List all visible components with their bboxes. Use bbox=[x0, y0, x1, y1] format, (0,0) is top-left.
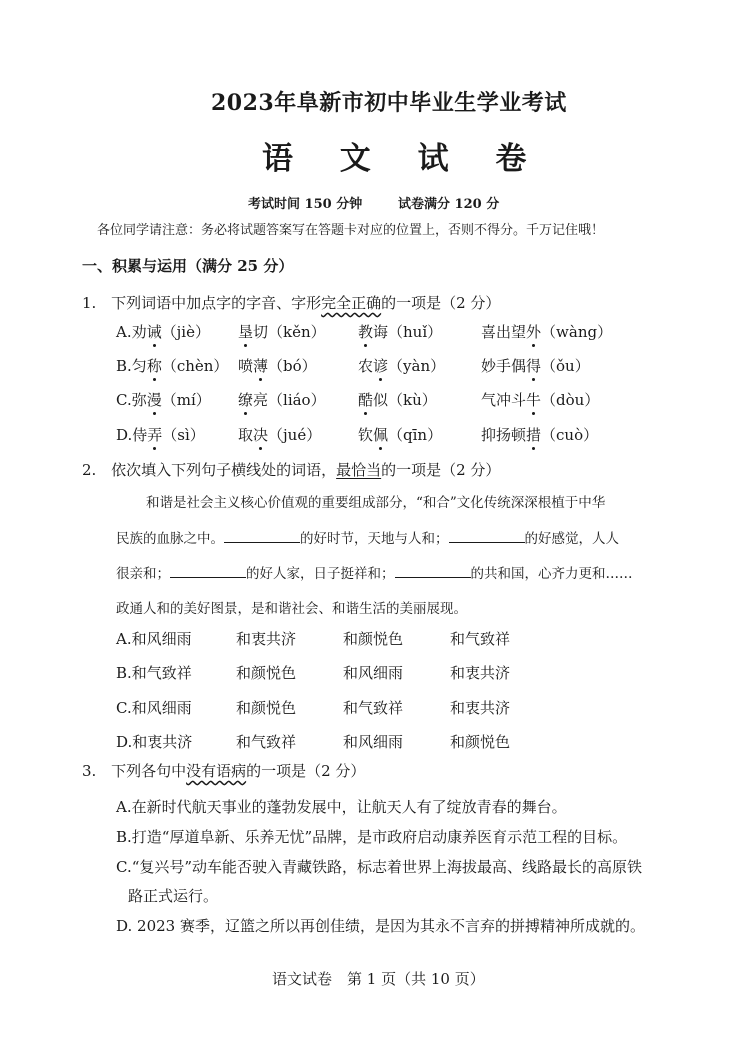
page-footer: 语文试卷 第 1 页（共 10 页） bbox=[272, 970, 485, 988]
q1-option-b-word-1 bbox=[116, 355, 228, 376]
word-post: （jué） bbox=[268, 426, 322, 444]
full-score: 试卷满分 120 分 bbox=[398, 197, 500, 212]
fill-blank-1 bbox=[224, 530, 300, 543]
notice-text: 各位同学请注意：务必将试题答案写在答题卡对应的位置上，否则不得分。千万记住哦！ bbox=[97, 223, 605, 238]
q2-option-d-word-3: 和风细雨 bbox=[343, 733, 404, 751]
q2-option-c-word-1: C.和风细雨 bbox=[116, 699, 192, 717]
dotted-char: 薄 bbox=[253, 357, 269, 375]
q2-option-a-word-2: 和衷共济 bbox=[236, 630, 297, 648]
option-d: D. 2023 赛季，辽篮之所以再创佳绩，是因为其永不言弃的拼搏精神所成就的。 bbox=[116, 917, 645, 935]
question-number: 3. bbox=[82, 762, 97, 780]
dotted-char: 垦 bbox=[238, 323, 254, 341]
word-pre: 喜出望 bbox=[481, 323, 527, 341]
option-b: B.打造“厚道阜新、乐养无忧”品牌，是市政府启动康养医育示范工程的目标。 bbox=[116, 828, 628, 846]
stem-text-end: 的一项是（2 分） bbox=[381, 461, 501, 479]
passage-line-2 bbox=[116, 527, 619, 547]
dotted-char: 措 bbox=[526, 426, 542, 444]
word-pre: 劝 bbox=[131, 323, 147, 341]
dotted-char: 诫 bbox=[146, 323, 162, 341]
dotted-char: 称 bbox=[146, 357, 162, 375]
word-post: 似（kù） bbox=[373, 391, 437, 409]
q1-option-a-word-2 bbox=[238, 321, 326, 342]
exam-title: 2023年阜新市初中毕业生学业考试 bbox=[211, 90, 567, 116]
dotted-char: 酷 bbox=[358, 391, 374, 409]
passage-text: 的共和国，心齐力更和…… bbox=[470, 566, 633, 582]
word-post: （yàn） bbox=[388, 357, 446, 375]
q1-option-a-word-4 bbox=[481, 321, 612, 342]
q1-option-b-word-2 bbox=[238, 355, 317, 376]
q2-option-c-word-4: 和衷共济 bbox=[450, 699, 511, 717]
q1-option-c-word-3 bbox=[358, 389, 437, 410]
stem-emphasis: 没有语病 bbox=[186, 762, 247, 780]
dotted-char: 得 bbox=[526, 357, 542, 375]
word-pre: 妙手偶 bbox=[481, 357, 527, 375]
stem-text: 依次填入下列句子横线处的词语， bbox=[111, 461, 337, 479]
paper-subtitle: 语 文 试 卷 bbox=[262, 141, 545, 177]
q2-option-d-word-1: D.和衷共济 bbox=[116, 733, 193, 751]
passage-text: 的好人家，日子挺祥和； bbox=[246, 566, 395, 582]
question-3-stem bbox=[82, 760, 365, 781]
q2-option-a-word-3: 和颜悦色 bbox=[343, 630, 404, 648]
q2-option-b-word-2: 和颜悦色 bbox=[236, 664, 297, 682]
word-post: 诲（huǐ） bbox=[373, 323, 443, 341]
dotted-char: 牛 bbox=[526, 391, 542, 409]
q2-option-a-word-4: 和气致祥 bbox=[450, 630, 511, 648]
q2-option-c-word-3: 和气致祥 bbox=[343, 699, 404, 717]
q1-option-d-word-3 bbox=[358, 424, 442, 445]
option-a: A.在新时代航天事业的蓬勃发展中，让航天人有了绽放青春的舞台。 bbox=[116, 798, 567, 816]
passage-text: 民族的血脉之中。 bbox=[116, 531, 224, 547]
fill-blank-3 bbox=[170, 565, 246, 578]
dotted-char: 教 bbox=[358, 323, 374, 341]
word-post: （dòu） bbox=[541, 391, 600, 409]
dotted-char: 决 bbox=[253, 426, 269, 444]
q1-option-d-word-1 bbox=[116, 424, 205, 445]
stem-text-end: 的一项是（2 分） bbox=[246, 762, 366, 780]
fill-blank-4 bbox=[395, 565, 471, 578]
question-1-stem bbox=[82, 292, 500, 313]
word-pre: 喷 bbox=[238, 357, 254, 375]
word-post: （ǒu） bbox=[541, 357, 590, 375]
passage-line-4: 政通人和的美好图景，是和谐社会、和谐生活的美丽展现。 bbox=[116, 601, 467, 617]
stem-text-end: 的一项是（2 分） bbox=[381, 294, 501, 312]
dotted-char: 谚 bbox=[373, 357, 389, 375]
word-post: （sì） bbox=[162, 426, 205, 444]
q1-option-a-word-3 bbox=[358, 321, 442, 342]
q2-option-b-word-4: 和衷共济 bbox=[450, 664, 511, 682]
fill-blank-2 bbox=[449, 530, 525, 543]
option-label: D. bbox=[116, 426, 133, 444]
word-post: （wàng） bbox=[541, 323, 613, 341]
dotted-char: 弄 bbox=[147, 426, 163, 444]
q2-option-d-word-4: 和颜悦色 bbox=[450, 733, 511, 751]
word-post: （chèn） bbox=[161, 357, 229, 375]
q2-option-d-word-2: 和气致祥 bbox=[236, 733, 297, 751]
word-pre: 侍 bbox=[132, 426, 148, 444]
q1-option-c-word-4 bbox=[481, 389, 599, 410]
passage-text: 很亲和； bbox=[116, 566, 170, 582]
word-pre: 匀 bbox=[131, 357, 147, 375]
q2-option-b-word-3: 和风细雨 bbox=[343, 664, 404, 682]
option-c: C.“复兴号”动车能否驶入青藏铁路，标志着世界上海拔最高、线路最长的高原铁 bbox=[116, 858, 643, 876]
word-pre: 取 bbox=[238, 426, 254, 444]
option-label: B. bbox=[116, 357, 132, 375]
stem-emphasis: 完全正确 bbox=[321, 294, 382, 312]
word-post: 切（kěn） bbox=[253, 323, 326, 341]
passage-line-3 bbox=[116, 562, 633, 582]
dotted-char: 佩 bbox=[373, 426, 389, 444]
word-post: （cuò） bbox=[541, 426, 599, 444]
exam-time: 考试时间 150 分钟 bbox=[248, 197, 363, 212]
dotted-char: 漫 bbox=[146, 391, 162, 409]
q1-option-b-word-4 bbox=[481, 355, 590, 376]
passage-text: 的好感觉，人人 bbox=[524, 531, 619, 547]
q1-option-d-word-4 bbox=[481, 424, 598, 445]
q1-option-c-word-2 bbox=[238, 389, 326, 410]
q1-option-c-word-1 bbox=[116, 389, 211, 410]
question-number: 2. bbox=[82, 461, 97, 479]
q2-option-c-word-2: 和颜悦色 bbox=[236, 699, 297, 717]
q1-option-a-word-1 bbox=[116, 321, 210, 342]
passage-text: 的好时节，天地与人和； bbox=[300, 531, 449, 547]
dotted-char: 外 bbox=[526, 323, 542, 341]
option-c-continued: 路正式运行。 bbox=[128, 887, 219, 905]
word-pre: 抑扬顿 bbox=[481, 426, 527, 444]
word-pre: 气冲斗 bbox=[481, 391, 527, 409]
question-2-stem bbox=[82, 459, 500, 480]
question-number: 1. bbox=[82, 294, 97, 312]
stem-emphasis: 最恰当 bbox=[336, 461, 382, 479]
word-pre: 农 bbox=[358, 357, 374, 375]
stem-text: 下列各句中 bbox=[111, 762, 187, 780]
word-post: 亮（liáo） bbox=[253, 391, 326, 409]
option-label: A. bbox=[116, 323, 132, 341]
q1-option-d-word-2 bbox=[238, 424, 321, 445]
word-pre: 钦 bbox=[358, 426, 374, 444]
q2-option-a-word-1: A.和风细雨 bbox=[116, 630, 192, 648]
stem-text: 下列词语中加点字的字音、字形 bbox=[111, 294, 322, 312]
option-label: C. bbox=[116, 391, 132, 409]
word-pre: 弥 bbox=[131, 391, 147, 409]
dotted-char: 缭 bbox=[238, 391, 254, 409]
word-post: （mí） bbox=[161, 391, 211, 409]
section-heading: 一、积累与运用（满分 25 分） bbox=[82, 257, 294, 275]
word-post: （jiè） bbox=[161, 323, 210, 341]
q1-option-b-word-3 bbox=[358, 355, 445, 376]
word-post: （qīn） bbox=[388, 426, 443, 444]
q2-option-b-word-1: B.和气致祥 bbox=[116, 664, 192, 682]
word-post: （bó） bbox=[268, 357, 317, 375]
passage-line-1: 和谐是社会主义核心价值观的重要组成部分，“和合”文化传统深深根植于中华 bbox=[146, 495, 606, 511]
